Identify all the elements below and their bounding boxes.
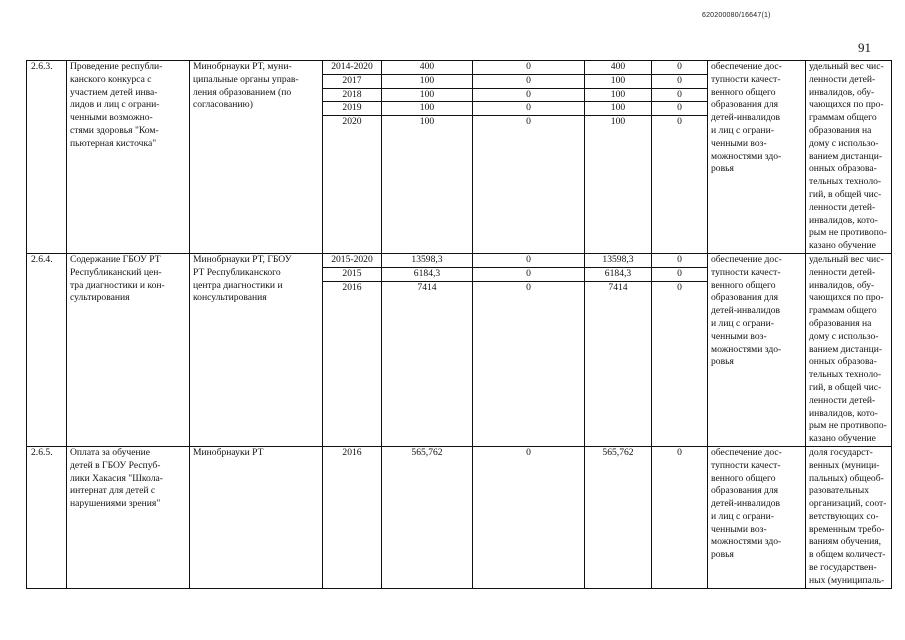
total-cell bbox=[382, 253, 473, 446]
indicator: удельный вес чис- ленности детей- инвалидов, обу- чающихся по про- граммам общего образования на дому с использо- ванием дистанци- онных образова- тельных техноло- гий, в общей чис- ленности детей- инвалидов, кото- рым не противопо- казано обучение bbox=[806, 253, 892, 446]
regional-value: 13598,3 bbox=[585, 254, 651, 268]
other-value: 0 bbox=[677, 116, 682, 128]
regional-value: 400 bbox=[585, 61, 651, 75]
year-value: 2018 bbox=[323, 89, 381, 103]
table-body bbox=[27, 61, 892, 589]
regional-cell bbox=[585, 253, 652, 446]
activity-name: Оплата за обучение детей в ГБОУ Респуб- лики Хакасия "Школа- интернат для детей с нарушениями зрения" bbox=[67, 446, 190, 588]
federal-value: 0 bbox=[473, 75, 584, 89]
expected-result: обеспечение дос- тупности качест- венного общего образования для детей-инвалидов и лиц с ограни- ченными воз- можностями здо- ровья bbox=[708, 61, 806, 254]
indicator: доля государст- венных (муници- пальных) общеоб- разовательных организаций, соот- ветствующих со- временным требо- ваниям обучения, в общем количест- ве государствен- ных (муниципаль- bbox=[806, 446, 892, 588]
regional-cell bbox=[585, 61, 652, 254]
regional-value: 100 bbox=[610, 116, 626, 128]
indicator: удельный вес чис- ленности детей- инвалидов, обу- чающихся по про- граммам общего образования на дому с использо- ванием дистанци- онных образова- тельных техноло- гий, в общей чис- ленности детей- инвалидов, кото- рым не противопо- казано обучение bbox=[806, 61, 892, 254]
year-value: 2017 bbox=[323, 75, 381, 89]
executor: Минобрнауки РТ, муни- ципальные органы управ- ления образованием (по согласованию) bbox=[190, 61, 323, 254]
total-cell bbox=[382, 61, 473, 254]
year-value: 2016 bbox=[323, 446, 382, 588]
year-value: 2019 bbox=[323, 102, 381, 116]
federal-value: 0 bbox=[473, 102, 584, 116]
row-code: 2.6.5. bbox=[27, 446, 67, 588]
total-value: 6184,3 bbox=[382, 268, 472, 282]
total-value: 100 bbox=[382, 75, 472, 89]
other-cell bbox=[652, 253, 708, 446]
program-activities-table bbox=[26, 60, 892, 589]
federal-value: 0 bbox=[473, 446, 585, 588]
table-row bbox=[27, 446, 892, 588]
other-value: 0 bbox=[652, 268, 707, 282]
federal-value: 0 bbox=[526, 116, 531, 128]
regional-value: 6184,3 bbox=[585, 268, 651, 282]
row-code: 2.6.3. bbox=[27, 61, 67, 254]
federal-cell bbox=[473, 61, 585, 254]
year-value: 2015 bbox=[323, 268, 381, 282]
regional-value: 100 bbox=[585, 75, 651, 89]
other-value: 0 bbox=[652, 61, 707, 75]
total-value: 7414 bbox=[417, 281, 437, 293]
regional-value: 565,762 bbox=[585, 446, 652, 588]
year-value: 2020 bbox=[342, 116, 362, 128]
federal-value: 0 bbox=[473, 268, 584, 282]
federal-value: 0 bbox=[473, 61, 584, 75]
year-value: 2014-2020 bbox=[323, 61, 381, 75]
federal-cell bbox=[473, 253, 585, 446]
program-table-container bbox=[26, 60, 887, 586]
total-value: 13598,3 bbox=[382, 254, 472, 268]
activity-name: Проведение республи- канского конкурса с участием детей инва- лидов и лиц с ограни- ченными возможно- стями здоровья "Ком- пьютерная кисточка" bbox=[67, 61, 190, 254]
other-value: 0 bbox=[677, 281, 682, 293]
expected-result: обеспечение дос- тупности качест- венного общего образования для детей-инвалидов и лиц с ограни- ченными воз- можностями здо- ровья bbox=[708, 446, 806, 588]
years-cell bbox=[323, 253, 382, 446]
total-value: 400 bbox=[382, 61, 472, 75]
year-value: 2016 bbox=[342, 281, 362, 293]
activity-name: Содержание ГБОУ РТ Республиканский цен- тра диагностики и кон- сультирования bbox=[67, 253, 190, 446]
total-value: 100 bbox=[382, 102, 472, 116]
table-row bbox=[27, 61, 892, 254]
regional-value: 100 bbox=[585, 102, 651, 116]
federal-value: 0 bbox=[526, 281, 531, 293]
other-value: 0 bbox=[652, 89, 707, 103]
executor: Минобрнауки РТ bbox=[190, 446, 323, 588]
page-number: 91 bbox=[858, 40, 871, 55]
other-value: 0 bbox=[652, 254, 707, 268]
executor: Минобрнауки РТ, ГБОУ РТ Республиканского центра диагностики и консультирования bbox=[190, 253, 323, 446]
federal-value: 0 bbox=[473, 89, 584, 103]
other-cell bbox=[652, 61, 708, 254]
regional-value: 100 bbox=[585, 89, 651, 103]
total-value: 565,762 bbox=[382, 446, 473, 588]
total-value: 100 bbox=[382, 89, 472, 103]
other-value: 0 bbox=[652, 446, 708, 588]
years-cell bbox=[323, 61, 382, 254]
regional-value: 7414 bbox=[608, 281, 628, 293]
other-value: 0 bbox=[652, 75, 707, 89]
document-id: 620200080/16647(1) bbox=[702, 12, 771, 19]
expected-result: обеспечение дос- тупности качест- венного общего образования для детей-инвалидов и лиц с ограни- ченными воз- можностями здо- ровья bbox=[708, 253, 806, 446]
federal-value: 0 bbox=[473, 254, 584, 268]
year-value: 2015-2020 bbox=[323, 254, 381, 268]
row-code: 2.6.4. bbox=[27, 253, 67, 446]
table-row bbox=[27, 253, 892, 446]
other-value: 0 bbox=[652, 102, 707, 116]
total-value: 100 bbox=[419, 116, 435, 128]
